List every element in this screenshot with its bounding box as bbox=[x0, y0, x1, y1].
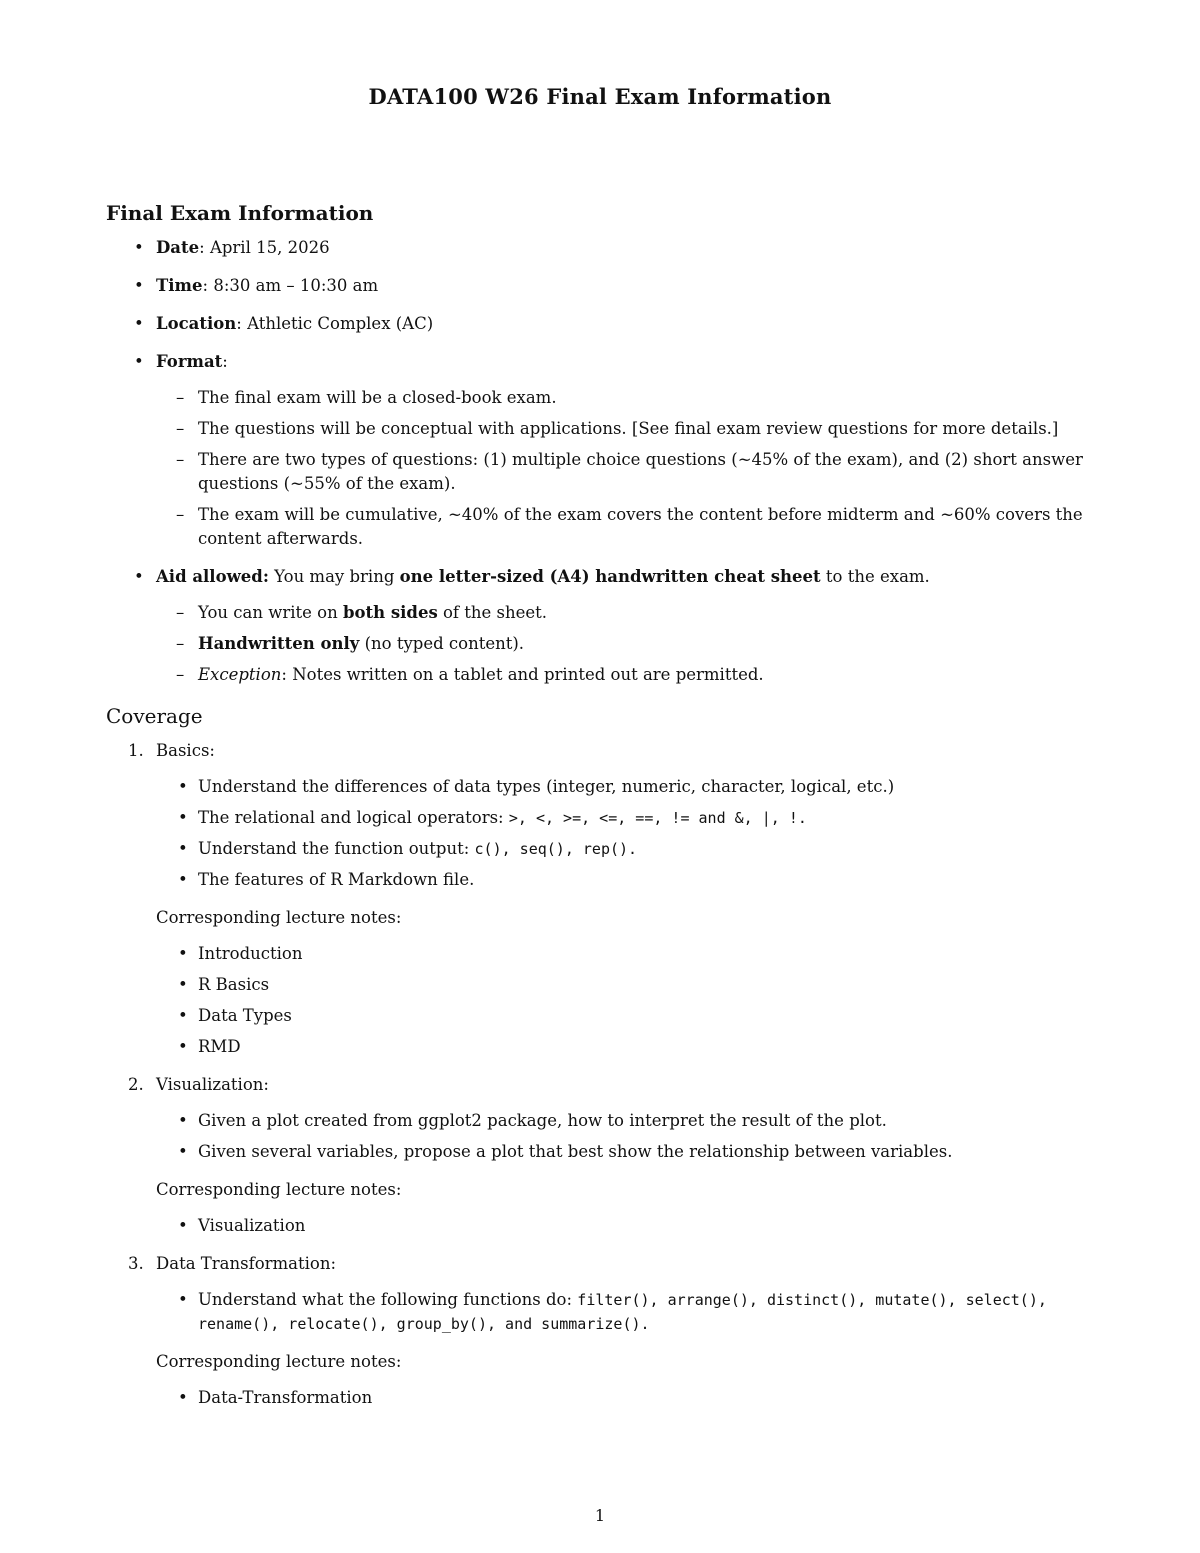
format-item: – The final exam will be a closed-book exam. bbox=[156, 386, 1100, 410]
exam-date-item: • Date: April 15, 2026 bbox=[106, 236, 1100, 260]
time-label: Time bbox=[156, 276, 203, 295]
document-body bbox=[106, 198, 1100, 1424]
coverage-section-basics: 1. Basics: • Understand the differences of data types (integer, numeric, character, logical, etc.) • The relational and logical operators: >, <, >=, <=, ==, != and &, |, !. • Understand the function output: c(), seq(), rep(). • The features of R Markdown file. Corresponding lecture notes: • Introduction • R Basics • Data Types • RMD bbox=[106, 739, 1100, 1059]
bullet-icon: • bbox=[178, 1142, 188, 1161]
coverage-section-transformation: 3. Data Transformation: • Understand what the following functions do: filter(), arrange(), distinct(), mutate(), select(), rename(), relocate(), group_by(), and summarize(). Corresponding lecture notes: • Data-Transformation bbox=[106, 1252, 1100, 1410]
dash-icon: – bbox=[176, 603, 185, 622]
exam-time-item: • Time: 8:30 am – 10:30 am bbox=[106, 274, 1100, 298]
topic-item: • Understand the function output: c(), seq(), rep(). bbox=[156, 837, 1100, 861]
section-title: Data Transformation: bbox=[156, 1254, 337, 1273]
topic-item: • The relational and logical operators: >, <, >=, <=, ==, != and &, |, !. bbox=[156, 806, 1100, 830]
dash-icon: – bbox=[176, 505, 185, 524]
topic-item: • The features of R Markdown file. bbox=[156, 868, 1100, 892]
bullet-icon: • bbox=[178, 1037, 188, 1056]
basics-topics bbox=[156, 775, 1100, 892]
location-value: Athletic Complex (AC) bbox=[247, 314, 434, 333]
note-item: • Introduction bbox=[156, 942, 1100, 966]
cheat-sheet-highlight: one letter-sized (A4) handwritten cheat sheet bbox=[399, 567, 821, 586]
bullet-icon: • bbox=[178, 808, 188, 827]
coverage-list bbox=[106, 739, 1100, 1410]
exam-location-item: • Location: Athletic Complex (AC) bbox=[106, 312, 1100, 336]
aid-item: – Handwritten only (no typed content). bbox=[156, 632, 1100, 656]
note-item: • RMD bbox=[156, 1035, 1100, 1059]
bullet-icon: • bbox=[134, 276, 144, 295]
note-item: • Data-Transformation bbox=[156, 1386, 1100, 1410]
transform-notes bbox=[156, 1386, 1100, 1410]
lecture-notes-label: Corresponding lecture notes: bbox=[156, 1352, 402, 1371]
topic-item: • Given several variables, propose a plot that best show the relationship between variables. bbox=[156, 1140, 1100, 1164]
dash-icon: – bbox=[176, 665, 185, 684]
bullet-icon: • bbox=[178, 1006, 188, 1025]
coverage-heading: Coverage bbox=[106, 704, 203, 728]
time-value: 8:30 am – 10:30 am bbox=[213, 276, 379, 295]
bullet-icon: • bbox=[178, 1388, 188, 1407]
document-title: DATA100 W26 Final Exam Information bbox=[368, 84, 832, 109]
lecture-notes-label: Corresponding lecture notes: bbox=[156, 1180, 402, 1199]
final-exam-heading: Final Exam Information bbox=[106, 201, 374, 225]
exam-info-list bbox=[106, 236, 1100, 687]
bullet-icon: • bbox=[178, 1290, 188, 1309]
bullet-icon: • bbox=[178, 839, 188, 858]
aid-item: – You can write on both sides of the sheet. bbox=[156, 601, 1100, 625]
bullet-icon: • bbox=[134, 238, 144, 257]
dash-icon: – bbox=[176, 419, 185, 438]
topic-item: • Understand the differences of data types (integer, numeric, character, logical, etc.) bbox=[156, 775, 1100, 799]
format-label: Format bbox=[156, 352, 223, 371]
bullet-icon: • bbox=[178, 870, 188, 889]
format-item: – The questions will be conceptual with applications. [See final exam review questions for more details.] bbox=[156, 417, 1100, 441]
topic-item: • Understand what the following functions do: filter(), arrange(), distinct(), mutate(), select(), rename(), relocate(), group_by(), and summarize(). bbox=[178, 1290, 1047, 1333]
dash-icon: – bbox=[176, 388, 185, 407]
bullet-icon: • bbox=[178, 1216, 188, 1235]
page-number: 1 bbox=[594, 1506, 606, 1525]
topic-item: • Given a plot created from ggplot2 package, how to interpret the result of the plot. bbox=[156, 1109, 1100, 1133]
transform-topics bbox=[156, 1288, 1100, 1336]
location-label: Location bbox=[156, 314, 237, 333]
exam-format-item: • Format: – The final exam will be a closed-book exam. – The questions will be conceptual with applications. [See final exam review questions for more details.] – There are two types of questions: (1) multiple choice questions (~45% of the exam), and (2) short answer questions (~55% of the exam). – The exam will be cumulative, ~40% of the exam covers the content before midterm and ~60% covers the content afterwards. bbox=[106, 350, 1100, 551]
note-item: • Data Types bbox=[156, 1004, 1100, 1028]
bullet-icon: • bbox=[178, 975, 188, 994]
date-label: Date bbox=[156, 238, 200, 257]
basics-notes bbox=[156, 942, 1100, 1059]
bullet-icon: • bbox=[178, 1111, 188, 1130]
bullet-icon: • bbox=[134, 314, 144, 333]
viz-topics bbox=[156, 1109, 1100, 1164]
note-item: • Visualization bbox=[156, 1214, 1100, 1238]
bullet-icon: • bbox=[134, 567, 144, 586]
section-title: Basics: bbox=[156, 741, 215, 760]
format-list bbox=[156, 386, 1100, 551]
date-value: April 15, 2026 bbox=[209, 238, 330, 257]
dash-icon: – bbox=[176, 634, 185, 653]
aid-list bbox=[156, 601, 1100, 687]
bullet-icon: • bbox=[178, 777, 188, 796]
note-item: • R Basics bbox=[156, 973, 1100, 997]
bullet-icon: • bbox=[178, 944, 188, 963]
aid-item: – Exception: Notes written on a tablet and printed out are permitted. bbox=[156, 663, 1100, 687]
section-title: Visualization: bbox=[156, 1075, 269, 1094]
lecture-notes-label: Corresponding lecture notes: bbox=[156, 908, 402, 927]
coverage-section-visualization: 2. Visualization: • Given a plot created from ggplot2 package, how to interpret the result of the plot. • Given several variables, propose a plot that best show the relationship between variables. Corresponding lecture notes: • Visualization bbox=[106, 1073, 1100, 1238]
format-item: – There are two types of questions: (1) multiple choice questions (~45% of the exam), and (2) short answer questions (~55% of the exam). bbox=[176, 450, 1083, 493]
bullet-icon: • bbox=[134, 352, 144, 371]
aid-label: Aid allowed: bbox=[156, 567, 269, 586]
viz-notes bbox=[156, 1214, 1100, 1238]
dash-icon: – bbox=[176, 450, 185, 469]
aid-allowed-item: • Aid allowed: You may bring one letter-sized (A4) handwritten cheat sheet to the exam. – You can write on both sides of the sheet. – Handwritten only (no typed content). – Exception: Notes written on a tablet and printed out are permitted. bbox=[106, 565, 1100, 687]
format-item: – The exam will be cumulative, ~40% of the exam covers the content before midterm and ~60% covers the content afterwards. bbox=[176, 505, 1083, 548]
